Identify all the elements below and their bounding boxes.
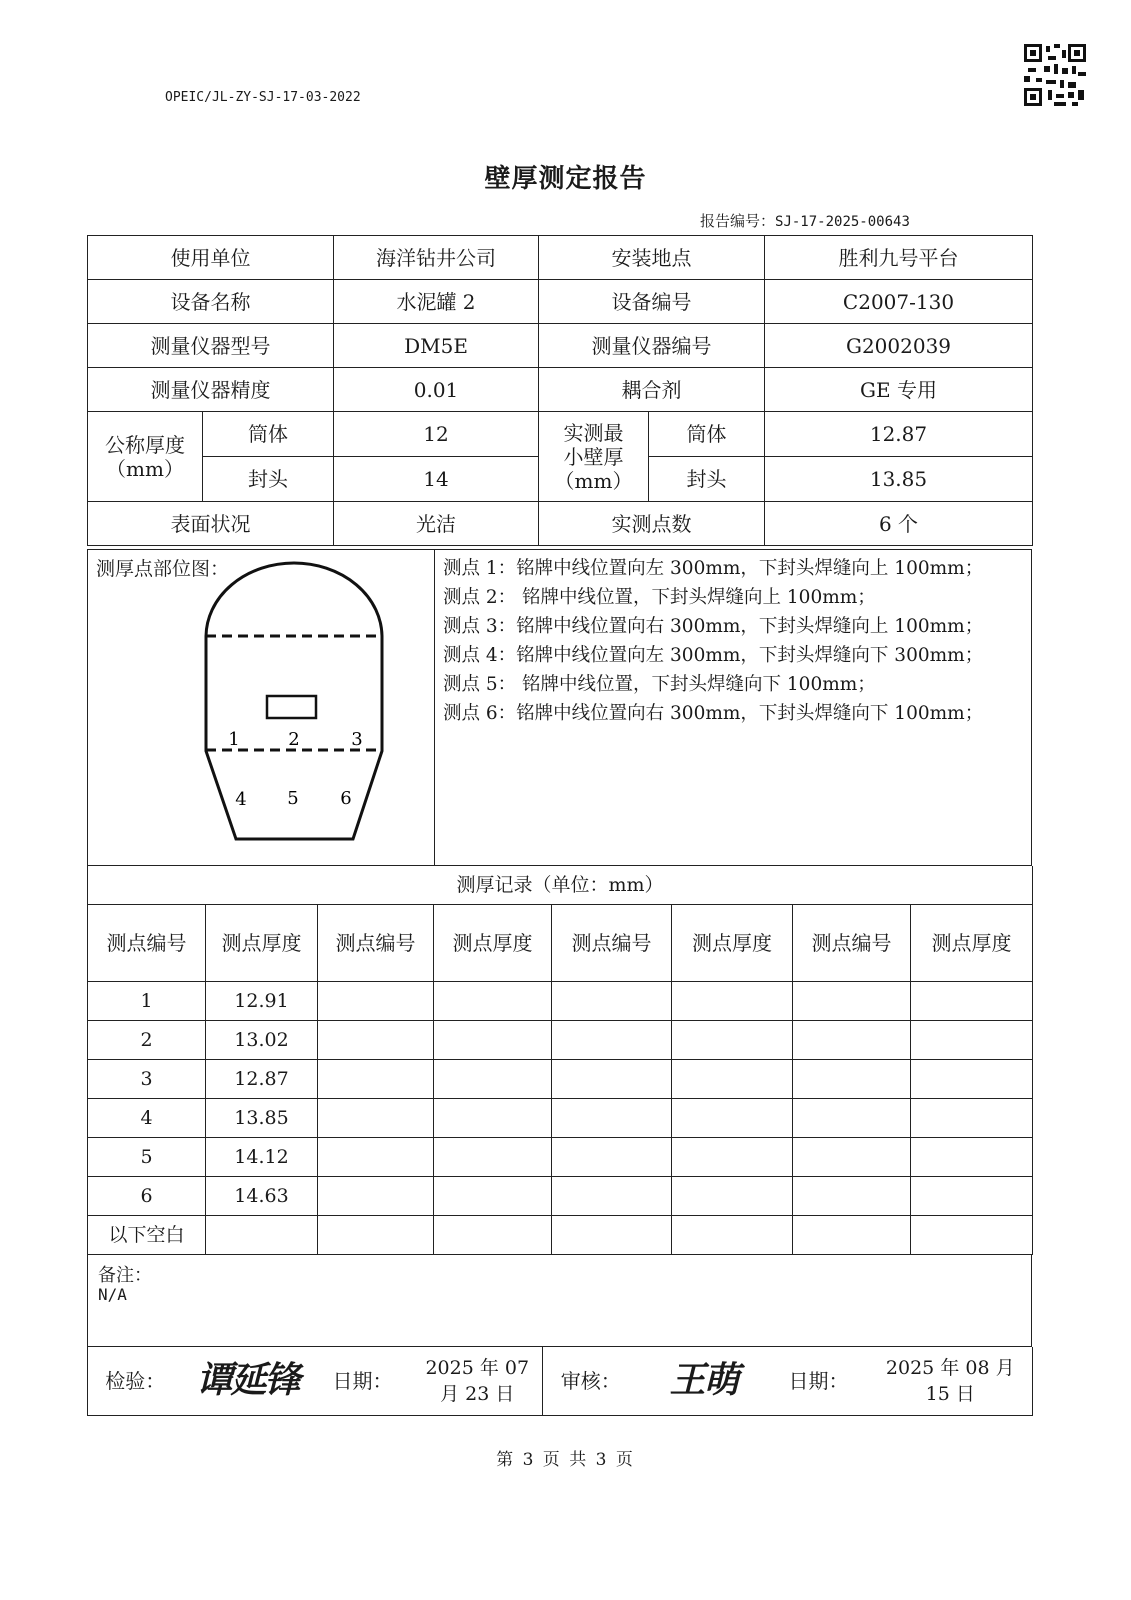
thickness-cell <box>206 1216 318 1255</box>
min-head-value: 13.85 <box>765 457 1033 502</box>
precision-label: 测量仪器精度 <box>88 368 334 412</box>
empty-cell <box>434 1216 552 1255</box>
empty-cell <box>793 1216 911 1255</box>
inspect-date-label: 日期： <box>313 1347 413 1416</box>
review-date-label: 日期： <box>769 1347 869 1416</box>
col-thickness-header: 测点厚度 <box>206 905 318 982</box>
empty-cell <box>434 1138 552 1177</box>
instrument-no-label: 测量仪器编号 <box>539 324 765 368</box>
empty-cell <box>434 1021 552 1060</box>
min-thickness-label-line2: 小壁厚 <box>563 444 624 469</box>
table-row <box>88 1060 1033 1099</box>
point-description: 测点 5： 铭牌中线位置，下封头焊缝向下 100mm； <box>443 674 876 695</box>
surface-label: 表面状况 <box>88 502 334 546</box>
signature-table <box>87 1347 1033 1416</box>
table-row <box>88 1099 1033 1138</box>
review-label: 审核： <box>543 1347 639 1416</box>
col-thickness-header: 测点厚度 <box>911 905 1033 982</box>
couplant-label: 耦合剂 <box>539 368 765 412</box>
empty-cell <box>911 1177 1033 1216</box>
remarks-label: 备注： <box>98 1265 152 1286</box>
points-count-label: 实测点数 <box>539 502 765 546</box>
empty-cell <box>911 1216 1033 1255</box>
report-title: 壁厚测定报告 <box>484 164 647 194</box>
empty-cell <box>318 1060 434 1099</box>
col-point-header: 测点编号 <box>793 905 911 982</box>
col-thickness-header: 测点厚度 <box>672 905 793 982</box>
instrument-model-label: 测量仪器型号 <box>88 324 334 368</box>
empty-cell <box>793 1099 911 1138</box>
precision-value: 0.01 <box>334 368 539 412</box>
diagram-label: 测厚点部位图： <box>96 558 230 580</box>
point-description: 测点 6：铭牌中线位置向右 300mm，下封头焊缝向下 100mm； <box>443 703 984 724</box>
col-point-header: 测点编号 <box>88 905 206 982</box>
point-4-marker: 4 <box>235 789 247 810</box>
empty-cell <box>672 1138 793 1177</box>
table-row <box>88 1216 1033 1255</box>
nominal-shell-label: 筒体 <box>203 412 334 457</box>
empty-cell <box>911 1021 1033 1060</box>
empty-cell <box>793 1021 911 1060</box>
diagram-panel <box>88 550 435 865</box>
empty-cell <box>434 1177 552 1216</box>
reviewer-signature <box>639 1347 769 1416</box>
min-thickness-label-line3: （mm） <box>554 468 633 493</box>
thickness-cell: 12.91 <box>206 982 318 1021</box>
empty-cell <box>672 1099 793 1138</box>
table-row <box>88 982 1033 1021</box>
point-3-marker: 3 <box>351 729 363 750</box>
tank-diagram <box>88 550 433 865</box>
point-cell: 3 <box>88 1060 206 1099</box>
point-cell: 6 <box>88 1177 206 1216</box>
review-date-line2: 15 日 <box>925 1383 975 1405</box>
thickness-cell: 14.63 <box>206 1177 318 1216</box>
review-date-line1: 2025 年 08 月 <box>885 1357 1015 1379</box>
nominal-thickness-label-line2: （mm） <box>106 456 184 481</box>
inspect-date-line1: 2025 年 07 <box>425 1357 530 1379</box>
thickness-cell: 13.02 <box>206 1021 318 1060</box>
empty-cell <box>318 1177 434 1216</box>
equipment-name-value: 水泥罐 2 <box>334 280 539 324</box>
empty-cell <box>434 1099 552 1138</box>
empty-cell <box>318 982 434 1021</box>
nameplate <box>267 696 316 718</box>
thickness-cell: 13.85 <box>206 1099 318 1138</box>
empty-cell <box>793 1060 911 1099</box>
min-shell-value: 12.87 <box>765 412 1033 457</box>
empty-cell <box>552 1138 672 1177</box>
empty-cell <box>552 1060 672 1099</box>
empty-cell <box>552 1099 672 1138</box>
qr-code-icon <box>1024 44 1086 106</box>
thickness-cell: 12.87 <box>206 1060 318 1099</box>
equipment-name-label: 设备名称 <box>88 280 334 324</box>
point-cell: 4 <box>88 1099 206 1138</box>
inspect-date <box>413 1347 543 1416</box>
empty-cell <box>672 1060 793 1099</box>
review-date <box>869 1347 1033 1416</box>
instrument-no-value: G2002039 <box>765 324 1033 368</box>
records-caption: 测厚记录（单位：mm） <box>88 866 1033 905</box>
point-description: 测点 4：铭牌中线位置向左 300mm，下封头焊缝向下 300mm； <box>443 645 984 666</box>
empty-cell <box>911 1060 1033 1099</box>
surface-value: 光洁 <box>334 502 539 546</box>
equipment-no-value: C2007-130 <box>765 280 1033 324</box>
remarks-section <box>87 1255 1032 1347</box>
empty-cell <box>672 1216 793 1255</box>
empty-cell <box>672 1021 793 1060</box>
inspect-date-line2: 月 23 日 <box>440 1383 515 1405</box>
point-cell: 1 <box>88 982 206 1021</box>
point-descriptions <box>443 554 1025 728</box>
document-code: OPEIC/JL-ZY-SJ-17-03-2022 <box>165 90 361 105</box>
blank-below-cell: 以下空白 <box>88 1216 206 1255</box>
nominal-thickness-label <box>88 412 203 502</box>
point-2-marker: 2 <box>288 729 300 750</box>
min-head-label: 封头 <box>649 457 765 502</box>
table-row <box>88 1138 1033 1177</box>
equipment-no-label: 设备编号 <box>539 280 765 324</box>
table-row <box>88 1021 1033 1060</box>
nominal-thickness-label-line1: 公称厚度 <box>105 432 185 457</box>
inspect-label: 检验： <box>88 1347 183 1416</box>
min-thickness-label-line1: 实测最 <box>563 420 624 445</box>
empty-cell <box>434 982 552 1021</box>
col-point-header: 测点编号 <box>318 905 434 982</box>
min-thickness-label <box>539 412 649 502</box>
inspector-signature <box>183 1347 313 1416</box>
point-cell: 2 <box>88 1021 206 1060</box>
report-number-label: 报告编号： <box>700 212 776 230</box>
thickness-records-table <box>87 866 1033 1255</box>
empty-cell <box>793 1177 911 1216</box>
empty-cell <box>434 1060 552 1099</box>
thickness-cell: 14.12 <box>206 1138 318 1177</box>
empty-cell <box>672 1177 793 1216</box>
table-row <box>88 1177 1033 1216</box>
report-number-value: SJ-17-2025-00643 <box>775 214 910 230</box>
empty-cell <box>552 1216 672 1255</box>
point-6-marker: 6 <box>340 788 352 809</box>
couplant-value: GE 专用 <box>765 368 1033 412</box>
nominal-shell-value: 12 <box>334 412 539 457</box>
point-5-marker: 5 <box>287 788 299 809</box>
measurement-location-section <box>87 549 1032 866</box>
empty-cell <box>911 982 1033 1021</box>
empty-cell <box>318 1099 434 1138</box>
location-label: 安装地点 <box>539 236 765 280</box>
empty-cell <box>793 1138 911 1177</box>
points-count-value: 6 个 <box>765 502 1033 546</box>
empty-cell <box>318 1216 434 1255</box>
reviewer-signature-text: 王萌 <box>669 1359 738 1402</box>
col-thickness-header: 测点厚度 <box>434 905 552 982</box>
empty-cell <box>672 982 793 1021</box>
point-cell: 5 <box>88 1138 206 1177</box>
empty-cell <box>318 1138 434 1177</box>
report-number <box>700 210 910 231</box>
nominal-head-value: 14 <box>334 457 539 502</box>
instrument-model-value: DM5E <box>334 324 539 368</box>
empty-cell <box>793 982 911 1021</box>
unit-value: 海洋钻井公司 <box>334 236 539 280</box>
location-value: 胜利九号平台 <box>765 236 1033 280</box>
point-description: 测点 2： 铭牌中线位置，下封头焊缝向上 100mm； <box>443 587 876 608</box>
page-number: 第 3 页 共 3 页 <box>496 1450 635 1470</box>
empty-cell <box>911 1138 1033 1177</box>
empty-cell <box>552 1021 672 1060</box>
empty-cell <box>552 982 672 1021</box>
empty-cell <box>318 1021 434 1060</box>
point-description: 测点 1：铭牌中线位置向左 300mm，下封头焊缝向上 100mm； <box>443 558 984 579</box>
remarks-value: N/A <box>98 1285 127 1304</box>
empty-cell <box>552 1177 672 1216</box>
unit-label: 使用单位 <box>88 236 334 280</box>
point-1-marker: 1 <box>228 729 240 750</box>
min-shell-label: 筒体 <box>649 412 765 457</box>
empty-cell <box>911 1099 1033 1138</box>
nominal-head-label: 封头 <box>203 457 334 502</box>
col-point-header: 测点编号 <box>552 905 672 982</box>
point-description: 测点 3：铭牌中线位置向右 300mm，下封头焊缝向上 100mm； <box>443 616 984 637</box>
equipment-info-table <box>87 235 1033 546</box>
inspector-signature-text: 谭延锋 <box>196 1359 299 1402</box>
